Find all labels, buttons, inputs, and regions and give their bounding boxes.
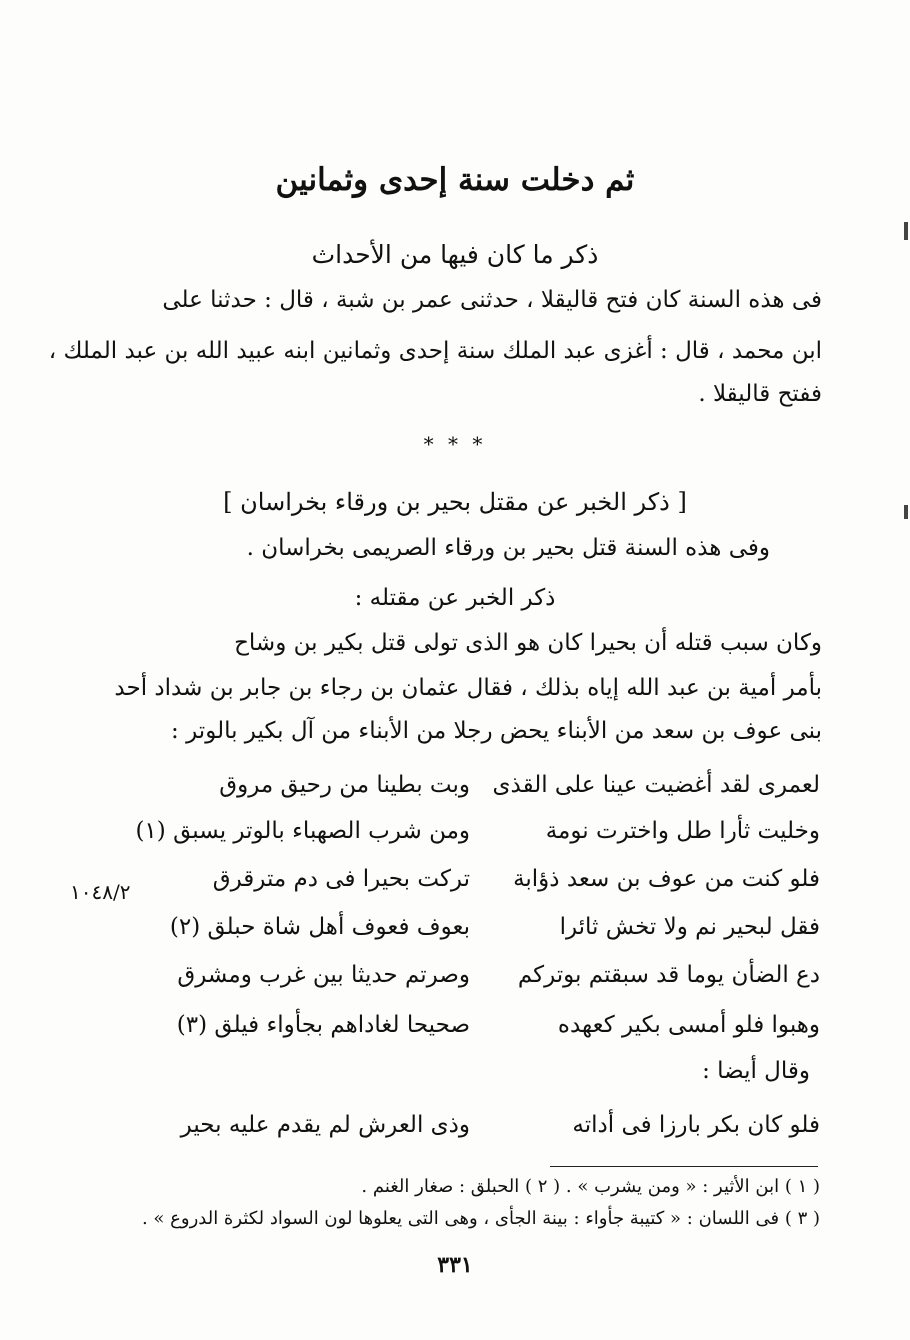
verse-hemistich-second: صحيحا لغاداهم بجأواء فيلق (٣) xyxy=(176,1012,470,1038)
paragraph-line: وكان سبب قتله أن بحيرا كان هو الذى تولى قتل بكير بن وشاح xyxy=(234,630,822,656)
paragraph-line: ابن محمد ، قال : أغزى عبد الملك سنة إحدى وثمانين ابنه عبيد الله بن عبد الملك ، xyxy=(48,338,822,364)
verse-hemistich-first: دع الضأن يوما قد سبقتم بوتركم xyxy=(517,962,820,988)
section-heading-events: ذكر ما كان فيها من الأحداث xyxy=(311,240,599,269)
paragraph-line: بأمر أمية بن عبد الله إياه بذلك ، فقال عثمان بن رجاء بن جابر بن شداد أحد xyxy=(114,675,822,701)
verse-hemistich-second: وصرتم حديثا بين غرب ومشرق xyxy=(177,962,470,988)
scan-edge-mark xyxy=(904,505,908,519)
subheading: ذكر الخبر عن مقتله : xyxy=(354,585,556,611)
footnote-line: ( ٣ ) فى اللسان : « كتيبة جأواء : بينة الجأى ، وهى التى يعلوها لون السواد لكثرة الدروع » . xyxy=(141,1208,820,1229)
verse-hemistich-first: فلو كنت من عوف بن سعد ذؤابة xyxy=(513,866,820,892)
section-heading-bahir: [ ذكر الخبر عن مقتل بحير بن ورقاء بخراسان ] xyxy=(223,488,687,516)
verse-hemistich-second: بعوف فعوف أهل شاة حبلق (٢) xyxy=(169,914,470,940)
margin-reference: ١٠٤٨/٢ xyxy=(70,880,131,904)
paragraph-line: فى هذه السنة كان فتح قاليقلا ، حدثنى عمر بن شبة ، قال : حدثنا على xyxy=(162,287,822,313)
verse-hemistich-second: ومن شرب الصهباء بالوتر يسبق (١) xyxy=(135,818,470,844)
verse-hemistich-first: فقل لبحير نم ولا تخش ثائرا xyxy=(559,914,820,940)
verse-intro: وقال أيضا : xyxy=(702,1058,810,1084)
paragraph-line: وفى هذه السنة قتل بحير بن ورقاء الصريمى بخراسان . xyxy=(246,535,770,561)
verse-hemistich-first: فلو كان بكر بارزا فى أداته xyxy=(572,1112,820,1138)
footnote-line: ( ١ ) ابن الأثير : « ومن يشرب » . ( ٢ ) الحبلق : صغار الغنم . xyxy=(361,1176,820,1197)
verse-hemistich-second: تركت بحيرا فى دم مترقرق xyxy=(212,866,470,892)
scan-edge-mark xyxy=(904,222,908,240)
chapter-title: ثم دخلت سنة إحدى وثمانين xyxy=(275,162,635,198)
verse-hemistich-first: لعمرى لقد أغضيت عينا على القذى xyxy=(492,772,820,798)
verse-hemistich-first: وهبوا فلو أمسى بكير كعهده xyxy=(557,1012,820,1038)
footnote-rule xyxy=(550,1166,818,1167)
verse-hemistich-first: وخليت ثأرا طل واخترت نومة xyxy=(545,818,820,844)
page-number: ٣٣١ xyxy=(437,1252,473,1278)
paragraph-line: ففتح قاليقلا . xyxy=(698,381,822,407)
verse-hemistich-second: وذى العرش لم يقدم عليه بحير xyxy=(180,1112,470,1138)
paragraph-line: بنى عوف بن سعد من الأبناء يحض رجلا من الأبناء من آل بكير بالوتر : xyxy=(171,718,822,744)
verse-hemistich-second: وبت بطينا من رحيق مروق xyxy=(219,772,470,798)
section-separator: * * * xyxy=(423,432,487,456)
